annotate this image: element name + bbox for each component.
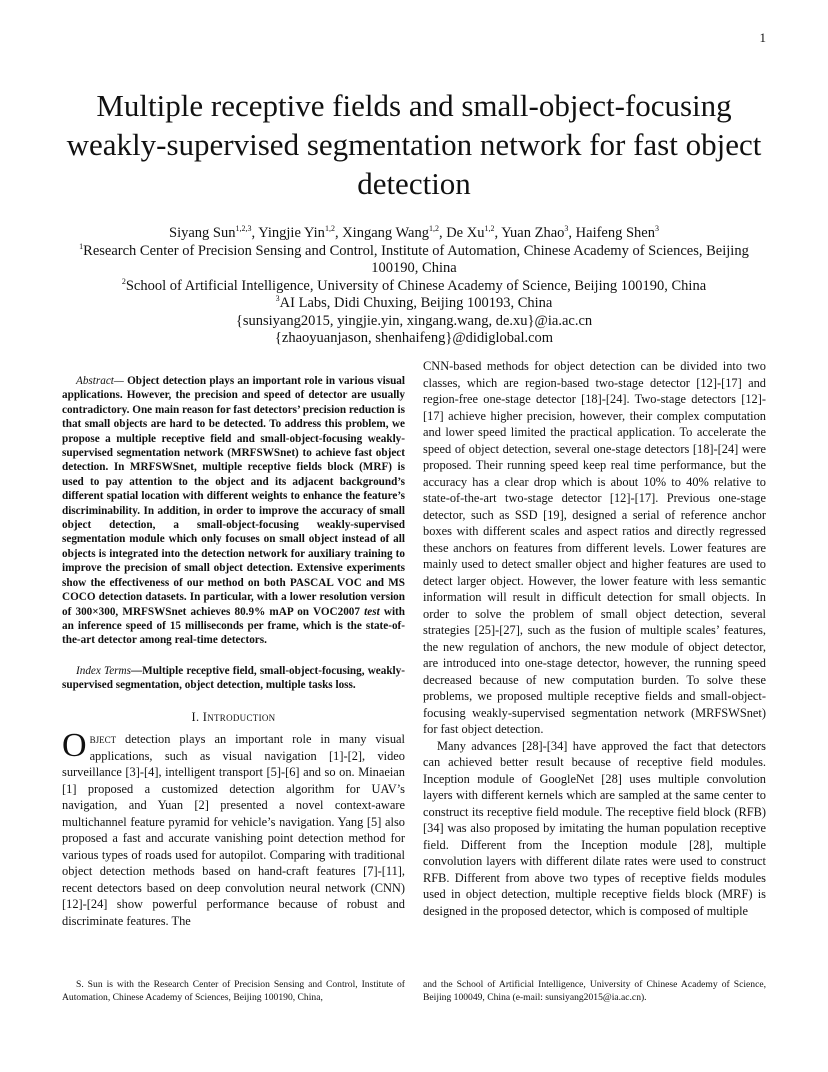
- affiliation-3: [60, 295, 768, 313]
- abstract: [62, 374, 405, 648]
- index-terms-lead: Index Terms: [76, 664, 131, 677]
- abstract-lead: Abstract—: [76, 375, 124, 387]
- affiliation-text: Research Center of Precision Sensing and Control, Institute of Automation, Chinese Academy of Sciences, Beijing 100190, China: [83, 242, 749, 276]
- intro-smallcaps: bject: [89, 732, 117, 747]
- author-block: [60, 225, 768, 348]
- index-terms: [62, 664, 405, 693]
- intro-paragraph-1: [62, 727, 405, 929]
- affiliation-mark: 2: [121, 276, 126, 286]
- index-terms-text: —Multiple receptive field, small-object-focusing, weakly-supervised segmentation, object detection, multiple tasks loss.: [62, 664, 405, 692]
- paper-title: Multiple receptive fields and small-object-focusing weakly-supervised segmentation network for fast object detection: [66, 88, 762, 201]
- page-number: 1: [759, 30, 766, 45]
- abstract-text: Object detection plays an important role in various visual applications. However, the precision and speed of detector are usually contradictory. One main reason for fast detectors’ precision reduction is that small objects are hard to be detected. To address this problem, we propose a multiple receptive field and small-object-focusing weakly-supervised segmentation network (MRFSWSnet) to achieve fast object detection. In MRFSWSnet, multiple receptive fields block (MRF) is used to pay attention to the object and its adjacent background’s different spatial location with different weights to enhance the feature’s discriminability. In addition, in order to improve the accuracy of small object detection, a small-object-focusing weakly-supervised segmentation module which only focuses on small object instead of all objects is integrated into the detection network for auxiliary training to improve the precision of small object detection. Extensive experiments show the effectiveness of our method on both PASCAL VOC and MS COCO detection datasets. In particular, with a lower resolution version of 300×300, MRFSWSnet achieves 80.9% mAP on VOC2007: [62, 375, 405, 618]
- affiliation-2: [60, 278, 768, 296]
- author-affiliation-mark: 1,2,3: [235, 224, 252, 234]
- footnote-right: and the School of Artificial Intelligence, University of Chinese Academy of Science, Beijing 100049, China (e-mail: sunsiyang2015@ia.ac.cn).: [423, 979, 766, 1003]
- section-title-rest: ntroduction: [207, 709, 276, 724]
- section-heading: [62, 709, 405, 726]
- author-affiliation-mark: 1,2: [428, 224, 439, 234]
- author-name: Xingang Wang: [342, 225, 429, 241]
- author-affiliation-mark: 1,2: [484, 224, 495, 234]
- author-name: Siyang Sun: [169, 225, 236, 241]
- author-name: Haifeng Shen: [575, 225, 655, 241]
- section-initial: I: [202, 709, 208, 724]
- affiliation-mark: 1: [79, 241, 84, 251]
- abstract-test-word: test: [364, 605, 380, 618]
- author-name: Yuan Zhao: [501, 225, 565, 241]
- email-line: {sunsiyang2015, yingjie.yin, xingang.wang, de.xu}@ia.ac.cn: [235, 312, 593, 329]
- left-column: [62, 374, 405, 929]
- affiliation-mark: 3: [275, 294, 280, 304]
- author-list: Siyang Sun$^{1,2,3}$, Yingjie Yin$^{1,2}$, Xingang Wang$^{1,2}$, De Xu$^{1,2}$, Yuan Zhao$^3$, Haifeng Shen$^3$: [169, 224, 659, 241]
- intro-paragraph-continued: CNN-based methods for object detection can be divided into two classes, which are region-based two-stage detector [12]-[17] and region-free one-stage detector [18]-[24]. Two-stage detectors [12]-[17] achieve higher precision, however, their complex computation and lower speed limited the practical application. To accelerate the speed of object detection, several one-stage detectors [18]-[24] were proposed. Their running speed keep real time performance, but the accuracy has a clear drop which is about 10% to 40% relative to state-of-the-art two-stage detector [12]-[17]. Previous one-stage detector, such as SSD [19], designed a serial of reference anchor boxes with different scales and aspect ratios and directly regressed these anchors on features from different levels. Lower features are mainly used to detect smaller object and higher features are used to detect larger object. However, the lower feature with less semantic information will result in difficult detection for small objects. In order to solve the problem of small object detection, several strategies [25]-[27], such as the fusion of multiple scales’ features, the new regulation of anchors, the new module of object detector, are introduced into one-stage detector, however, the running speed decreased because of new computation burden. To solve these problems, we proposed multiple receptive fields and small-object-focusing weakly-supervised segmentation network (MRFSWSnet) for fast object detection.: [423, 359, 766, 736]
- intro-paragraph-2: Many advances [28]-[34] have approved the fact that detectors can achieved better result because of receptive field modules. Inception module of GoogleNet [28] uses multiple convolution layers with different kernels which are sampled at the same center to construct its receptive field module. The receptive field block (RFB) [34] was also proposed by imitating the human population receptive field. Different from the Inception module [28], multiple convolution layers with different dilate rates were used to construct RFB. Different from above two types of receptive fields modules used in object detection, multiple receptive fields block (MRF) is designed in the proposed detector, which is composed of multiple: [423, 738, 766, 918]
- email-line: {zhaoyuanjason, shenhaifeng}@didiglobal.com: [274, 330, 554, 346]
- abstract-text-end: with an inference speed of 15 milliseconds per frame, which is the state-of-the-art detector among real-time detectors.: [62, 605, 406, 647]
- author-name: Yingjie Yin: [258, 225, 325, 241]
- affiliation-text: School of Artificial Intelligence, University of Chinese Academy of Science, Beijing 100190, China: [125, 277, 707, 294]
- section-number: I.: [191, 709, 200, 724]
- author-name: De Xu: [446, 225, 485, 241]
- right-column: [423, 358, 766, 919]
- footnote-left: S. Sun is with the Research Center of Precision Sensing and Control, Institute of Automation, Chinese Academy of Sciences, Beijing 100190, China,: [62, 979, 405, 1003]
- intro-text: detection plays an important role in many visual applications, such as visual navigation [1]-[2], video surveillance [3]-[4], intelligent transport [5]-[6] and so on. Minaeian [1] proposed a customized detection algorithm for UAV’s navigation, and Yuan [2] presented a novel context-aware multichannel feature pyramid for vehicle’s navigation. Yang [5] also proposed a fast and accurate vanishing point detection method for various types of roads used for autopilot. Comparing with traditional object detection methods based on hand-craft features [7]-[11], recent detectors based on deep convolution neural network (CNN) [12]-[24] show powerful performance because of robust and discriminate features. The: [62, 732, 405, 928]
- author-affiliation-mark: 1,2: [324, 224, 335, 234]
- author-affiliation-mark: 3: [654, 224, 659, 234]
- affiliation-1: [60, 243, 768, 278]
- affiliation-text: AI Labs, Didi Chuxing, Beijing 100193, China: [279, 295, 553, 311]
- author-affiliation-mark: 3: [564, 224, 569, 234]
- dropcap-letter: O: [62, 727, 87, 765]
